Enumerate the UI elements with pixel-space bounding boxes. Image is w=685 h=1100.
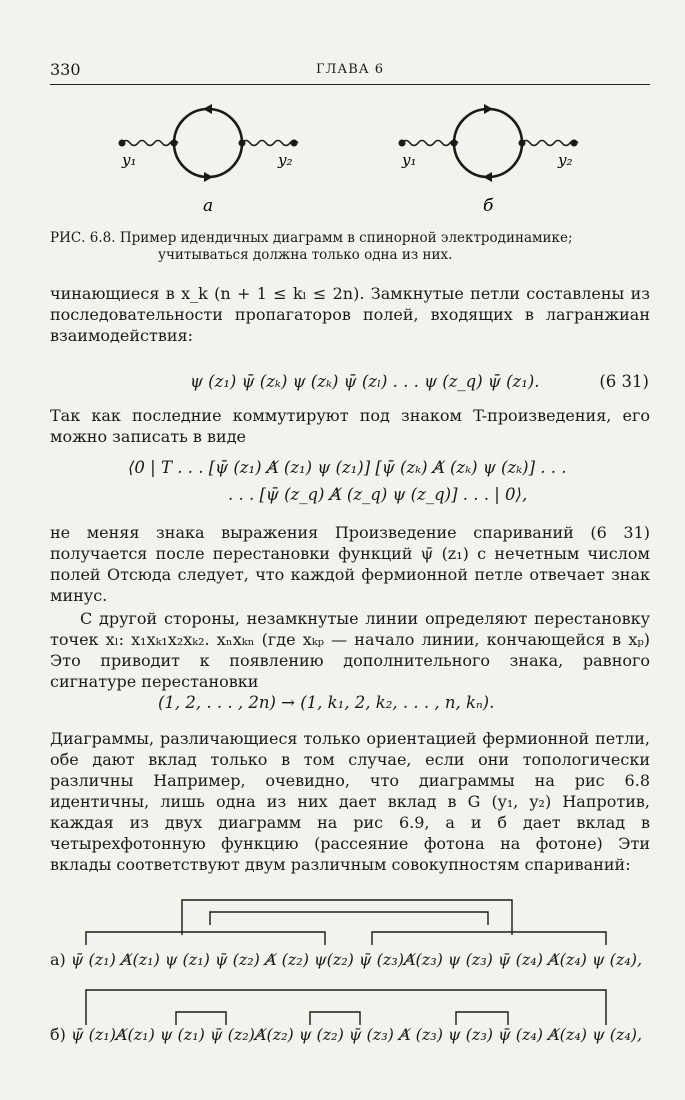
contraction-b-outer [86, 990, 606, 1025]
paragraph-4: С другой стороны, незамкнутые линии определяют перестановку точек xₗ: x₁xₖ₁x₂xₖ₂. xₙxₖₙ (где xₖₚ — начало линии, кончающейся в xₚ) Это приводит к появлению дополнительного знака, равного сигнатуре перестановки [50, 609, 650, 691]
contraction-b-2 [310, 1012, 360, 1025]
chapter-title: ГЛАВА 6 [315, 62, 385, 77]
label-b: б [483, 196, 494, 216]
label-y1-a: y₁ [122, 151, 137, 169]
pairing-row-b [50, 1025, 642, 1044]
contraction-b-1 [176, 1012, 226, 1025]
contraction-b-3 [456, 1012, 508, 1025]
contraction-a-middle [210, 912, 488, 925]
pairing-label-b: б) [50, 1025, 66, 1044]
pairing-label-a: а) [50, 950, 66, 969]
caption-line-2: учитываться должна только одна из них. [158, 247, 453, 263]
pairing-expression-a: ψ̄ (z₁) A̸(z₁) ψ (z₁) ψ̄ (z₂) A̸ (z₂) ψ(z₂) ψ̄ (z₃)A̸(z₃) ψ (z₃) ψ̄ (z₄) A̸(z₄) ψ (z₄), [70, 950, 643, 969]
pairing-expression-b: ψ̄ (z₁)A̸(z₁) ψ (z₁) ψ̄ (z₂)A̸(z₂) ψ (z₂) ψ̄ (z₃) A̸ (z₃) ψ (z₃) ψ̄ (z₄) A̸(z₄) ψ (z₄), [70, 1025, 643, 1044]
contraction-a-outer [182, 900, 512, 935]
equation-permutation: (1, 2, . . . , 2n) → (1, k₁, 2, k₂, . . . , n, kₙ). [158, 693, 495, 712]
equation-number-6-31: (6 31) [599, 372, 649, 391]
label-y2-b: y₂ [558, 151, 573, 169]
pairing-row-a [50, 950, 642, 969]
label-y2-a: y₂ [278, 151, 293, 169]
contraction-a-right [372, 932, 606, 945]
label-a: а [203, 196, 214, 216]
equation-vacuum-line-2: . . . [ψ̄ (z_q) A̸ (z_q) ψ (z_q)] . . . | 0⟩, [228, 485, 528, 504]
page-number: 330 [50, 60, 81, 79]
contraction-a-left [86, 932, 325, 945]
paragraph-1: чинающиеся в x_k (n + 1 ≤ kₗ ≤ 2n). Замкнутые петли составлены из последовательности пропагаторов полей, входящих в лагранжиан взаимодействия: [50, 284, 650, 345]
equation-6-31: ψ (z₁) ψ̄ (zₖ) ψ (zₖ) ψ̄ (zₗ) . . . ψ (z_q) ψ̄ (z₁). [190, 372, 540, 391]
caption-line-1: РИС. 6.8. Пример идендичных диаграмм в спинорной электродинамике; [50, 230, 573, 246]
label-y1-b: y₁ [402, 151, 417, 169]
paragraph-5: Диаграммы, различающиеся только ориентацией фермионной петли, обе дают вклад только в том случае, если они топологически различны Например, очевидно, что диаграммы на рис 6.8 идентичны, лишь одна из них дает вклад в G (y₁, y₂) Напротив, каждая из двух диаграмм на рис 6.9, а и б дает вклад в четырехфотонную функцию (рассеяние фотона на фотоне) Эти вклады соответствуют двум различным совокупностям спариваний: [50, 729, 650, 874]
paragraph-3: не меняя знака выражения Произведение спариваний (6 31) получается после перестановки функций ψ̄ (z₁) с нечетным числом полей Отсюда следует, что каждой фермионной петле отвечает знак минус. [50, 523, 650, 605]
equation-vacuum-line-1: ⟨0 | T . . . [ψ̄ (z₁) A̸ (z₁) ψ (z₁)] [ψ̄ (zₖ) A̸ (zₖ) ψ (zₖ)] . . . [128, 458, 567, 477]
paragraph-2: Так как последние коммутируют под знаком T-произведения, его можно записать в виде [50, 406, 650, 446]
